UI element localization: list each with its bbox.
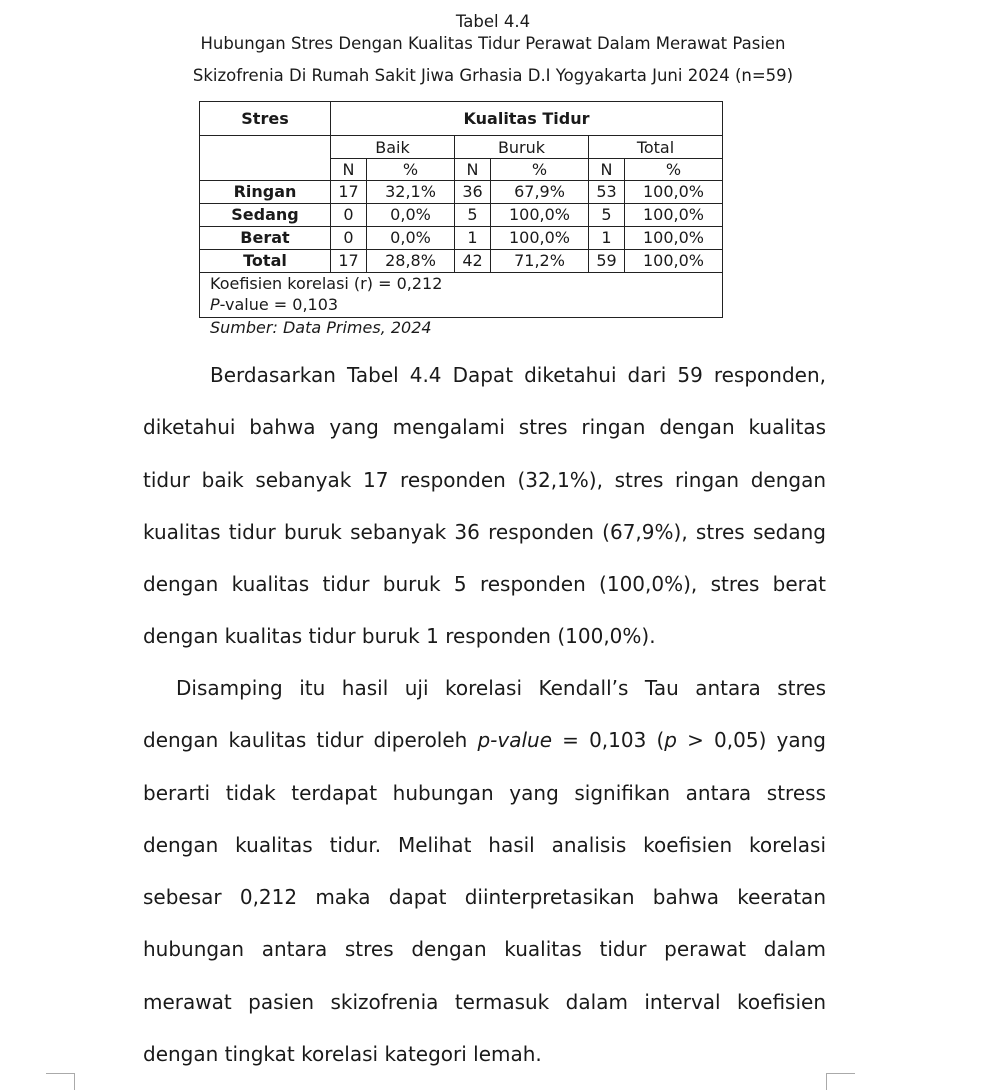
table-row-ringan [200, 181, 723, 204]
header-buruk: Buruk [455, 136, 589, 159]
cell: 100,0% [625, 204, 723, 227]
paragraph-2-part1: Disamping itu hasil uji korelasi Kendall’s Tau antara stres dengan kaulitas tidur diperoleh [143, 676, 826, 753]
cell: 0,0% [367, 204, 455, 227]
header-baik: Baik [331, 136, 455, 159]
paragraph-2-part3: > 0,05) yang berarti tidak terdapat hubungan yang signifikan antara stress dengan kualitas tidur. Melihat hasil analisis koefisien korelasi sebesar 0,212 maka dapat diinterpretasikan bahwa keeratan hubungan antara stres dengan kualitas tidur perawat dalam merawat pasien skizofrenia termasuk dalam interval koefisien dengan tingkat korelasi kategori lemah. [143, 728, 826, 1067]
table-row-total [200, 250, 723, 273]
cell: 100,0% [491, 204, 589, 227]
p-value-text: -value = 0,103 [219, 295, 339, 314]
paragraph-2 [143, 662, 826, 1080]
p-italic: P [210, 295, 220, 314]
table-label: Tabel 4.4 [455, 12, 531, 31]
cell: 71,2% [491, 250, 589, 273]
table-source: Sumber: Data Primes, 2024 [210, 318, 432, 337]
cell: 53 [589, 181, 625, 204]
row-label: Berat [200, 227, 331, 250]
cell: 100,0% [625, 181, 723, 204]
table-title-line1: Hubungan Stres Dengan Kualitas Tidur Perawat Dalam Merawat Pasien [200, 34, 786, 53]
header-n: N [331, 159, 367, 181]
header-kualitas-tidur: Kualitas Tidur [331, 102, 723, 136]
header-n: N [455, 159, 491, 181]
header-total: Total [589, 136, 723, 159]
cell: 32,1% [367, 181, 455, 204]
cell: 0 [331, 204, 367, 227]
table-title-line2: Skizofrenia Di Rumah Sakit Jiwa Grhasia D.I Yogyakarta Juni 2024 (n=59) [192, 66, 794, 85]
header-blank [200, 136, 331, 181]
header-stres: Stres [200, 102, 331, 136]
cell: 0 [331, 227, 367, 250]
cell: 5 [589, 204, 625, 227]
cell: 0,0% [367, 227, 455, 250]
page-corner-mark-left [46, 1073, 75, 1090]
row-label: Sedang [200, 204, 331, 227]
paragraph-1: Berdasarkan Tabel 4.4 Dapat diketahui dari 59 responden, diketahui bahwa yang mengalami stres ringan dengan kualitas tidur baik sebanyak 17 responden (32,1%), stres ringan dengan kualitas tidur buruk sebanyak 36 responden (67,9%), stres sedang dengan kualitas tidur buruk 5 responden (100,0%), stres berat dengan kualitas tidur buruk 1 responden (100,0%). [143, 363, 826, 649]
cell: 17 [331, 181, 367, 204]
cell: 36 [455, 181, 491, 204]
cell: 100,0% [491, 227, 589, 250]
footer-stats [200, 273, 723, 318]
cell: 17 [331, 250, 367, 273]
table-row-berat [200, 227, 723, 250]
header-n: N [589, 159, 625, 181]
cell: 59 [589, 250, 625, 273]
correlation-coefficient: Koefisien korelasi (r) = 0,212 [210, 274, 443, 293]
cell: 100,0% [625, 227, 723, 250]
page-corner-mark-right [826, 1073, 855, 1090]
p-symbol: p [664, 728, 677, 753]
header-pct: % [491, 159, 589, 181]
cell: 1 [589, 227, 625, 250]
data-table [199, 101, 723, 318]
header-pct: % [367, 159, 455, 181]
cell: 1 [455, 227, 491, 250]
cell: 100,0% [625, 250, 723, 273]
table-footer [200, 273, 723, 318]
header-pct: % [625, 159, 723, 181]
p-value-label: p-value [477, 728, 553, 753]
row-label: Total [200, 250, 331, 273]
cell: 67,9% [491, 181, 589, 204]
p-value-line [210, 294, 722, 315]
paragraph-2-part2: = 0,103 ( [552, 728, 665, 753]
cell: 28,8% [367, 250, 455, 273]
row-label: Ringan [200, 181, 331, 204]
cell: 42 [455, 250, 491, 273]
table-row-sedang [200, 204, 723, 227]
cell: 5 [455, 204, 491, 227]
